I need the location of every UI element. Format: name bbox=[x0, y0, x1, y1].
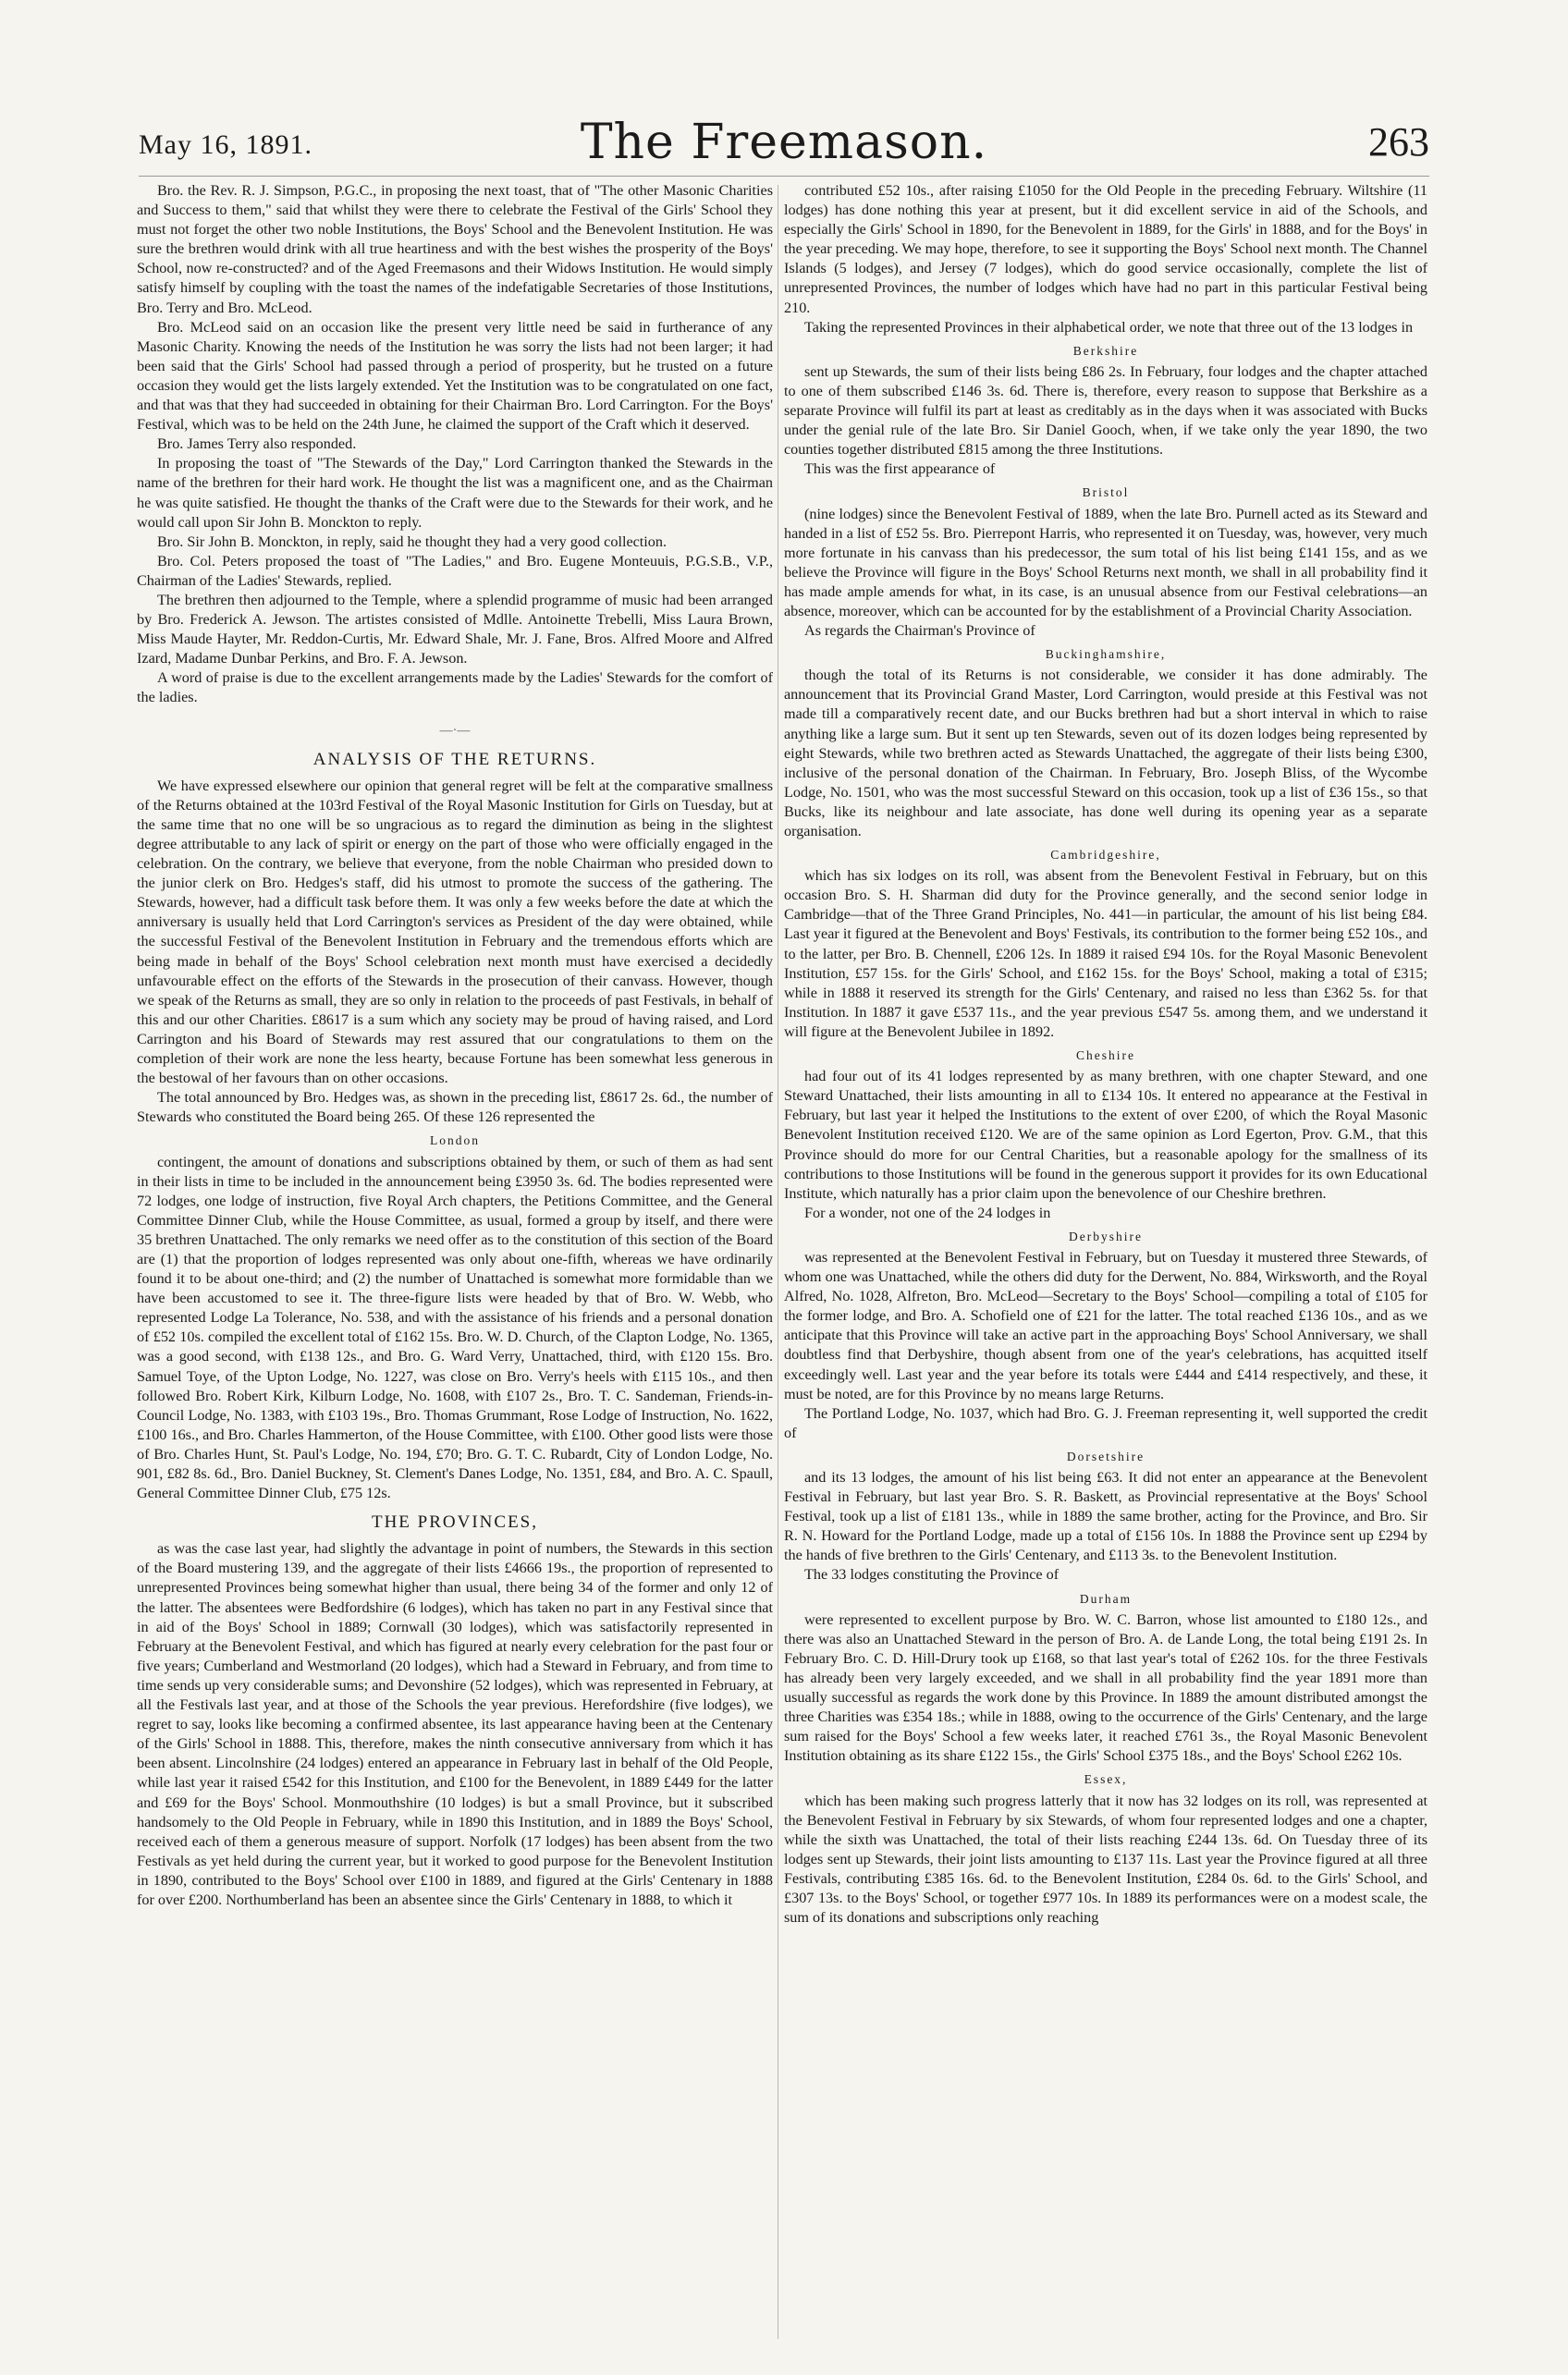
subheading-cheshire: Cheshire bbox=[1076, 1048, 1135, 1063]
paragraph: sent up Stewards, the sum of their lists being £86 2s. In February, four lodges and the chapter attached to one of them subscribed £146 3s. 6d. There is, therefore, every reason to suppose that Berkshire as a separate Province will fulfil its part at least as creditably as in the days when it was associated with Bucks under the genial rule of the late Bro. Sir Daniel Gooch, when, if we take only the year 1890, the two counties together distributed £815 among the three Institutions. bbox=[784, 362, 1427, 459]
section-heading-provinces: THE PROVINCES, bbox=[371, 1512, 538, 1533]
subheading-dorsetshire: Dorsetshire bbox=[1066, 1449, 1145, 1463]
paragraph: which has been making such progress latterly that it now has 32 lodges on its roll, was represented at the Benevolent Festival in February by six Stewards, of whom four represented lodges and one a chapter, while the sixth was Unattached, the total of their lists reaching £244 13s. 6d. On Tuesday three of its lodges sent up Stewards, their joint lists amounting to £137 11s. Last year the Province figured at all three Festivals, contributing £385 16s. 6d. to the Benevolent Institution, £284 0s. 6d. to the Girls' School, and £307 13s. to the Boys' School, or together £977 10s. In 1889 its performances were on a modest scale, the sum of its donations and subscriptions only reaching bbox=[784, 1792, 1427, 1927]
subheading-derbyshire: Derbyshire bbox=[1069, 1229, 1143, 1243]
subheading-berkshire: Berkshire bbox=[1072, 343, 1139, 358]
paragraph: A word of praise is due to the excellent arrangements made by the Ladies' Stewards for the comfort of the ladies. bbox=[137, 669, 773, 706]
paragraph: was represented at the Benevolent Festival in February, but on Tuesday it mustered three Stewards, of whom one was Unattached, while the others did duty for the Derwent, No. 884, Wirksworth, and the Royal Alfred, No. 1028, Alfreton, Bro. McLeod—Secretary to the Boys' School—compiling a total of £105 for the former lodge, and Bro. A. Schofield one of £21 for the latter. The total reached £136 10s., and as we anticipate that this Province will take an active part in the approaching Boys' School Anniversary, we shall doubtless find that Derbyshire, though absent from one of the year's celebrations, has acquitted itself exceedingly well. Last year and the year before its totals were £444 and £414 respectively, and these, it must be noted, are for this Province by no means large Returns. bbox=[784, 1248, 1427, 1402]
paragraph: Bro. Col. Peters proposed the toast of "The Ladies," and Bro. Eugene Monteuuis, P.G.S.B., V.P., Chairman of the Ladies' Stewards, replied. bbox=[137, 552, 773, 589]
paragraph: The total announced by Bro. Hedges was, as shown in the preceding list, £8617 2s. 6d., the number of Stewards who constituted the Board being 265. Of these 126 represented the bbox=[137, 1089, 773, 1126]
paragraph: The Portland Lodge, No. 1037, which had Bro. G. J. Freeman representing it, well supported the credit of bbox=[784, 1404, 1427, 1441]
paragraph: The 33 lodges constituting the Province of bbox=[804, 1566, 1060, 1584]
section-divider: —·— bbox=[439, 723, 471, 738]
paragraph: The brethren then adjourned to the Temple, where a splendid programme of music had been arranged by Bro. Frederick A. Jewson. The artistes consisted of Mdlle. Antoinette Trebelli, Miss Laura Brown, Miss Maude Hayter, Mr. Reddon-Curtis, Mr. Edward Shale, Mr. J. Fane, Bros. Alfred Moore and Alfred Izard, Madame Dunbar Perkins, and Bro. F. A. Jewson. bbox=[137, 591, 773, 667]
right-column bbox=[784, 181, 1427, 2344]
section-heading-analysis: ANALYSIS OF THE RETURNS. bbox=[312, 749, 597, 769]
page-header bbox=[139, 109, 1429, 177]
paragraph: contributed £52 10s., after raising £1050 for the Old People in the preceding February. Wiltshire (11 lodges) has done nothing this year at present, but it did excellent service in aid of the Schools, and especially the Girls' School in 1890, for the Benevolent in 1889, for the Girls' in 1888, and for the Boys' in the year preceding. We may hope, therefore, to see it supporting the Boys' School next month. The Channel Islands (5 lodges), and Jersey (7 lodges), which do good service occasionally, complete the list of unrepresented Provinces, the number of lodges which have had no part in this particular Festival being 210. bbox=[784, 182, 1427, 316]
subheading-cambridgeshire: Cambridgeshire, bbox=[1050, 848, 1161, 863]
paragraph: which has six lodges on its roll, was absent from the Benevolent Festival in February, but on this occasion Bro. S. H. Sharman did duty for the Province generally, and the second senior lodge in Cambridge—that of the Three Grand Principles, No. 441—in particular, the amount of his list being £84. Last year it figured at the Benevolent and Boys' Festivals, its contribution to the former being £52 10s., and to the latter, per Bro. B. Chennell, £206 12s. In 1889 it raised £94 10s. for the Royal Masonic Benevolent Institution, £57 15s. for the Girls' School, and £162 15s. for the Boys' School, making a total of £315; while in 1888 it reserved its strength for the Girls' Centenary, and raised no less than £362 5s. for that Institution. In 1887 it gave £537 11s., and the year previous £547 5s. among them, and we understand it will figure at the Benevolent Jubilee in 1892. bbox=[784, 867, 1427, 1040]
paragraph: (nine lodges) since the Benevolent Festival of 1889, when the late Bro. Purnell acted as its Steward and handed in a list of £52 5s. Bro. Pierrepont Harris, who represented it on Tuesday, was, however, very much more fortunate in his canvass than his predecessor, the sum total of his list being £141 15s, and as we believe the Province will figure in the Boys' School Returns next month, we shall in all probability find it has made ample amends for what, in its case, is an unusual absence from our Festival celebrations—an absence, moreover, which can be accounted for by the establishment of a Provincial Charity Association. bbox=[784, 505, 1427, 619]
masthead-title: The Freemason. bbox=[580, 115, 988, 170]
page-number: 263 bbox=[1368, 119, 1429, 165]
subheading-buckinghamshire: Buckinghamshire, bbox=[1045, 647, 1167, 662]
subheading-durham: Durham bbox=[1079, 1591, 1133, 1606]
subheading-london: London bbox=[430, 1133, 480, 1148]
paragraph: contingent, the amount of donations and subscriptions obtained by them, or such of them as had sent in their lists in time to be included in the announcement being £3950 3s. 6d. The bodies represented were 72 lodges, one lodge of instruction, five Royal Arch chapters, the Petitions Committee, and the General Committee Dinner Club, while the House Committee, as usual, formed a group by itself, and there were 35 brethren Unattached. The only remarks we need offer as to the constitution of this section of the Board are (1) that the proportion of lodges represented was only about one-fifth, whereas we have ordinarily found it to be about one-third; and (2) the number of Unattached is somewhat more formidable than we have been accustomed to see it. The three-figure lists were headed by that of Bro. W. Webb, who represented Lodge La Tolerance, No. 538, and with the assistance of his friends and a personal donation of £52 10s. compiled the excellent total of £162 15s. Bro. W. D. Church, of the Clapton Lodge, No. 1365, was a good second, with £138 12s., and Bro. G. Ward Verry, Unattached, third, with £120 15s. Bro. Samuel Toye, of the Upton Lodge, No. 1227, was close on Bro. Verry's heels with £115 10s., and then followed Bro. Robert Kirk, Kilburn Lodge, No. 1608, with £107 2s., Bro. T. C. Sandeman, Friends-in-Council Lodge, No. 1383, with £103 19s., Bro. Thomas Grummant, Rose Lodge of Instruction, No. 1622, £100 16s., and Bro. Charles Hammerton, of the House Committee, with £100. Other good lists were those of Bro. Charles Hunt, St. Paul's Lodge, No. 194, £70; Bro. G. T. C. Rubardt, City of London Lodge, No. 901, £82 8s. 6d., Bro. Daniel Buckney, St. Clement's Danes Lodge, No. 1351, £84, and Bro. A. C. Spaull, General Committee Dinner Club, £75 12s. bbox=[137, 1153, 773, 1502]
paragraph: This was the first appearance of bbox=[804, 460, 996, 478]
paragraph: as was the case last year, had slightly the advantage in point of numbers, the Stewards in this section of the Board mustering 139, and the aggregate of their lists £4666 19s., the proportion of represented to unrepresented Provinces being somewhat higher than usual, there being 34 of the former and only 12 of the latter. The absentees were Bedfordshire (6 lodges), which has taken no part in any Festival since that in aid of the Boys' School in 1889; Cornwall (30 lodges), which was satisfactorily represented in February at the Benevolent Festival, and which has figured at nearly every celebration for the past four or five years; Cumberland and Westmorland (20 lodges), which had a Steward in February, and from time to time sends up very considerable sums; and Devonshire (52 lodges), which was represented in February, at all the Festivals last year, and at those of the Schools the year previous. Herefordshire (five lodges), we regret to say, looks like becoming a confirmed absentee, its last appearance having been at the Centenary of the Girls' School in 1888. This, therefore, makes the ninth consecutive anniversary from which it has been absent. Lincolnshire (24 lodges) entered an appearance in February last in behalf of the Old People, while last year it raised £542 for this Institution, and £100 for the Benevolent, in 1889 £449 for the latter and £69 for the Boys' School. Monmouthshire (10 lodges) is but a small Province, but it subscribed handsomely to the Old People in February, while in 1890 this Institution, and in 1889 the Boys' School, received each of them a generous measure of support. Norfolk (17 lodges) has been absent from the two Festivals as yet held during the current year, but it worked to good purpose for the Benevolent Institution in 1890, contributed to the Boys' School over £100 in 1889, and figured at the Girls' Centenary in 1888 for over £200. Northumberland has been an absentee since the Girls' Centenary in 1888, to which it bbox=[137, 1540, 773, 1908]
paragraph: We have expressed elsewhere our opinion that general regret will be felt at the comparative smallness of the Returns obtained at the 103rd Festival of the Royal Masonic Institution for Girls on Tuesday, but at the same time that no one will be so ungracious as to regard the diminution as being in the slightest degree attributable to any lack of spirit or energy on the part of those who were officially engaged in the celebration. On the contrary, we believe that everyone, from the noble Chairman who presided down to the junior clerk on Bro. Hedges's staff, did his utmost to promote the success of the gathering. The Stewards, however, had a difficult task before them. It was only a few weeks before the date at which the anniversary is usually held that Lord Carrington's services as President of the day were obtained, while the successful Festival of the Benevolent Institution in February and the tremendous efforts which are being made in behalf of the Boys' School celebration next month must have exercised a decidedly unfavourable effect on the efforts of the Stewards in the prosecution of their canvass. However, though we speak of the Returns as small, they are so only in relation to the proceeds of past Festivals, in behalf of this and our other Charities. £8617 is a sum which any society may be proud of having raised, and Lord Carrington and his Board of Stewards may rest assured that our congratulations to them on the completion of their work are none the less hearty, because Fortune has been somewhat less generous in the bestowal of her favours than on other occasions. bbox=[137, 777, 773, 1087]
paragraph: though the total of its Returns is not considerable, we consider it has done admirably. The announcement that its Provincial Grand Master, Lord Carrington, would preside at this Festival was not made till a comparatively recent date, and our Bucks brethren had but a short interval in which to raise anything like a large sum. But it sent up ten Stewards, seven out of its dozen lodges being represented by eight Stewards, while two brethren acted as Stewards Unattached, the aggregate of their lists being £300, inclusive of the personal donation of the Chairman. In February, Bro. Joseph Bliss, of the Wycombe Lodge, No. 1501, who was the most successful Steward on this occasion, took up a list of £36 15s., so that Bucks, like its neighbour and late associate, has done well during its opening year as a separate organisation. bbox=[784, 667, 1427, 839]
paragraph: were represented to excellent purpose by Bro. W. C. Barron, whose list amounted to £180 12s., and there was also an Unattached Steward in the person of Bro. A. de Lande Long, the total being £191 2s. In February Bro. C. D. Hill-Drury took up £168, so that last year's total of £262 10s. for the three Festivals has already been very largely exceeded, and we shall in all probability find the year 1891 more than usually successful as regards the work done by this Province. In 1889 the amount distributed amongst the three Charities was £354 18s.; while in 1888, owing to the occurrence of the Girls' Centenary, and the large sum raised for the Boys' School a few weeks later, it reached £761 3s., the Royal Masonic Benevolent Institution obtaining as its share £122 15s., the Girls' School £375 18s., and the Boys' School £262 10s. bbox=[784, 1610, 1427, 1765]
subheading-bristol: Bristol bbox=[1082, 485, 1130, 500]
paragraph: Bro. the Rev. R. J. Simpson, P.G.C., in proposing the next toast, that of "The other Masonic Charities and Success to them," said that whilst they were there to celebrate the Festival of the Girls' School they must not forget the other two noble Institutions, the Boys' School and the Benevolent Institution. He was sure the brethren would drink with all true heartiness and with the best wishes the prosperity of the Boys' School, now re-constructed? and of the Aged Freemasons and their Widows Institution. He would simply satisfy himself by coupling with the toast the names of the indefatigable Secretaries of those Institutions, Bro. Terry and Bro. McLeod. bbox=[137, 182, 773, 316]
paragraph: Bro. James Terry also responded. bbox=[157, 435, 357, 453]
issue-date: May 16, 1891. bbox=[139, 129, 312, 160]
left-column bbox=[137, 181, 773, 2344]
paragraph: had four out of its 41 lodges represented by as many brethren, with one chapter Steward, and one Steward Unattached, their lists amounting in all to £134 10s. It entered no appearance at the Festival in February, but last year it helped the Institutions to the extent of over £200, of which the Royal Masonic Benevolent Institution received £120. We are of the same opinion as Lord Egerton, Prov. G.M., that this Province should do more for our Central Charities, but a reasonable apology for the smallness of its contributions to those Institutions will be found in the generous support it provides for its own Educational Institute, which naturally has a prior claim upon the benevolence of our Cheshire brethren. bbox=[784, 1068, 1427, 1202]
paragraph: In proposing the toast of "The Stewards of the Day," Lord Carrington thanked the Stewards in the name of the brethren for their hard work. He thought the list was a magnificent one, and as the Chairman he was quite satisfied. He thought the thanks of the Craft were due to the Stewards for their work, and he would call upon Sir John B. Monckton to reply. bbox=[137, 455, 773, 531]
paragraph: Bro. McLeod said on an occasion like the present very little need be said in furtherance of any Masonic Charity. Knowing the needs of the Institution he was sorry the lists had not been larger; it had been said that the Girls' School had passed through a period of prosperity, but he trusted on a future occasion they would get the lists largely extended. Yet the Institution was to be congratulated on one fact, and that was that they had succeeded in obtaining for their Chairman Bro. Lord Carrington. For the Boys' Festival, which was to be held on the 24th June, he claimed the support of the Craft which it deserved. bbox=[137, 318, 773, 434]
paragraph: Bro. Sir John B. Monckton, in reply, said he thought they had a very good collection. bbox=[157, 533, 668, 550]
paragraph: and its 13 lodges, the amount of his list being £63. It did not enter an appearance at the Benevolent Festival in February, but last year Bro. S. R. Baskett, as Provincial representative at the Boys' School Festival, took up a list of £181 13s., while in 1889 the same brother, acting for the Province, and Bro. Sir R. N. Howard for the Portland Lodge, made up a total of £156 10s. In 1888 the Province sent up £294 by the hands of five brethren to the Girls' Centenary, and £113 3s. to the Benevolent Institution. bbox=[784, 1469, 1427, 1564]
paragraph: Taking the represented Provinces in their alphabetical order, we note that three out of the 13 lodges in bbox=[804, 318, 1414, 336]
paragraph: For a wonder, not one of the 24 lodges in bbox=[804, 1204, 1051, 1221]
paragraph: As regards the Chairman's Province of bbox=[804, 622, 1035, 640]
subheading-essex: Essex, bbox=[1084, 1772, 1128, 1787]
